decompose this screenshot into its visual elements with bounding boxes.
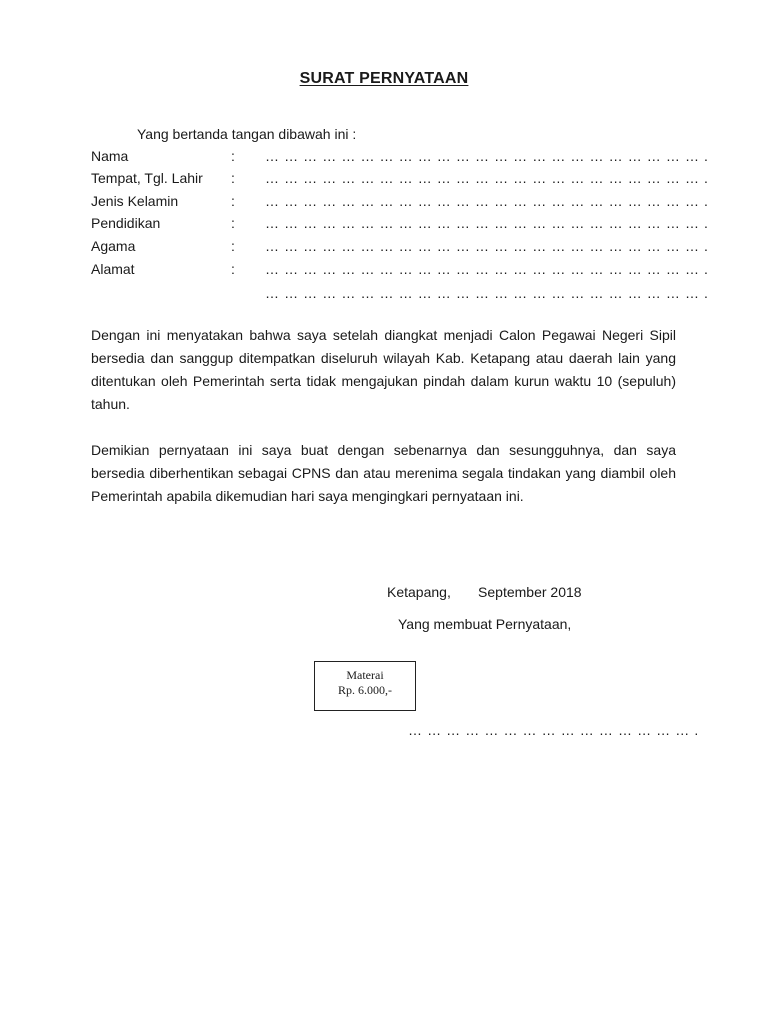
field-fill-line: … … … … … … … … … … … … … … … … … … … … … … … . [265, 261, 709, 277]
signatory-caption: Yang membuat Pernyataan, [398, 616, 572, 632]
field-fill-line: … … … … … … … … … … … … … … … … … … … … … … … . [265, 285, 709, 301]
stamp-amount: Rp. 6.000,- [338, 683, 392, 697]
duty-stamp-box [314, 661, 416, 711]
field-label: Jenis Kelamin [91, 193, 179, 209]
field-fill-line: … … … … … … … … … … … … … … … … … … … … … … … . [265, 215, 709, 231]
signature-line: … … … … … … … … … … … … … … … . [408, 722, 699, 738]
field-label: Nama [91, 148, 129, 164]
field-fill-line: … … … … … … … … … … … … … … … … … … … … … … … . [265, 148, 709, 164]
field-label: Tempat, Tgl. Lahir [91, 170, 203, 186]
stamp-label: Materai [346, 668, 384, 682]
document-title-text: SURAT PERNYATAAN [299, 70, 469, 87]
field-fill-line: … … … … … … … … … … … … … … … … … … … … … … … . [265, 170, 709, 186]
field-colon: : [231, 170, 235, 186]
field-label: Pendidikan [91, 215, 161, 231]
statement-paragraph: Dengan ini menyatakan bahwa saya setelah diangkat menjadi Calon Pegawai Negeri Sipil bersedia dan sanggup ditempatkan diseluruh wilayah Kab. Ketapang atau daerah lain yang ditentukan oleh Pemerintah serta tidak mengajukan pindah dalam kurun waktu 10 (sepuluh) tahun. [91, 327, 676, 412]
field-colon: : [231, 193, 235, 209]
closing-paragraph: Demikian pernyataan ini saya buat dengan sebenarnya dan sesungguhnya, dan saya bersedia diberhentikan sebagai CPNS dan atau merenima segala tindakan yang diambil oleh Pemerintah apabila dikemudian hari saya mengingkari pernyataan ini. [91, 442, 676, 504]
intro-text: Yang bertanda tangan dibawah ini : [137, 126, 357, 142]
field-fill-line: … … … … … … … … … … … … … … … … … … … … … … … . [265, 193, 709, 209]
place-date: Ketapang, September 2018 [387, 584, 582, 600]
field-label: Alamat [91, 261, 135, 277]
document-title [0, 70, 768, 88]
field-label: Agama [91, 238, 136, 254]
field-fill-line: … … … … … … … … … … … … … … … … … … … … … … … . [265, 238, 709, 254]
field-colon: : [231, 215, 235, 231]
field-colon: : [231, 148, 235, 164]
field-colon: : [231, 261, 235, 277]
field-colon: : [231, 238, 235, 254]
